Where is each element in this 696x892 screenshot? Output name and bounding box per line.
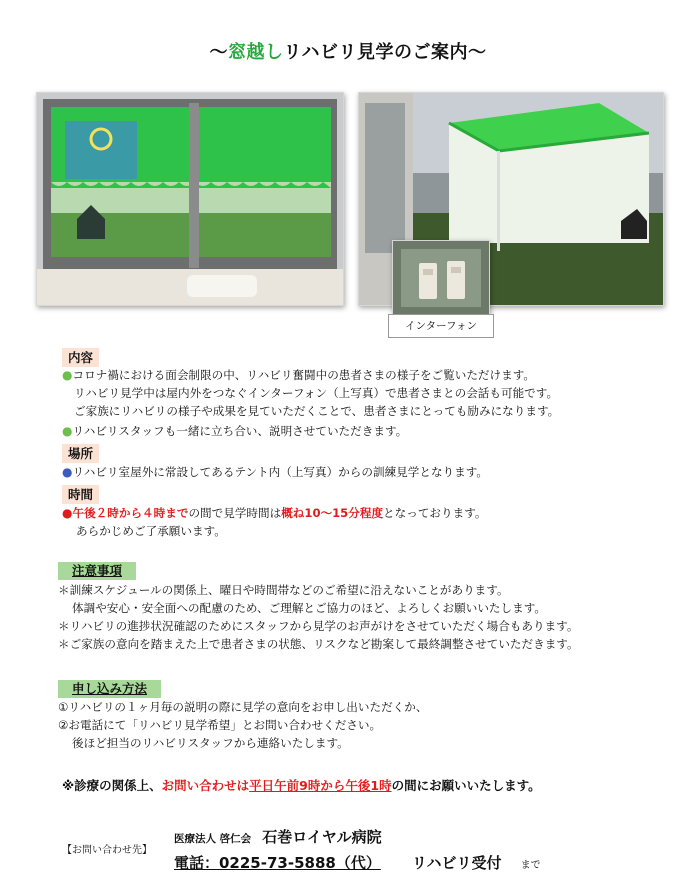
chuui-line-4: ＊ご家族の意向を踏まえた上で患者さまの状態、リスクなど勘案して最終調整させていただきます。 — [58, 637, 579, 651]
chuui-line-3: ＊リハビリの進捗状況確認のためにスタッフから見学のお声がけをさせていただく場合もあります。 — [58, 619, 579, 633]
naiyou-line-2: リハビリ見学中は屋内外をつなぐインターフォン（上写真）で患者さまとの会話も可能です。 — [74, 386, 559, 400]
photo-interphone-image — [393, 241, 489, 315]
jikan-line-1: ●午後２時から４時までの間で見学時間は概ね10〜15分程度となっております。 — [62, 506, 487, 520]
contact-dept: リハビリ受付 — [411, 854, 502, 872]
blue-bullet-icon: ● — [62, 465, 73, 479]
section-label-moushikomi: 申し込み方法 — [58, 680, 161, 698]
contact-org-line — [174, 826, 382, 847]
green-bullet-icon: ● — [62, 424, 73, 438]
moushikomi-line-2: ②お電話にて「リハビリ見学希望」とお問い合わせください。 — [58, 718, 382, 732]
contact-suffix: まで — [520, 860, 541, 871]
basho-line: ●リハビリ室屋外に常設してあるテント内（上写真）からの訓練見学となります。 — [62, 465, 489, 479]
section-label-jikan: 時間 — [62, 485, 99, 504]
red-bullet-icon: ● — [62, 506, 73, 520]
contact-label: 【お問い合わせ先】 — [62, 845, 152, 856]
section-label-naiyou: 内容 — [62, 348, 99, 367]
contact-hospital: 石巻ロイヤル病院 — [262, 828, 382, 846]
chuui-line-1: ＊訓練スケジュールの関係上、曜日や時間帯などのご希望に沿えないことがあります。 — [58, 583, 509, 597]
section-label-chuui: 注意事項 — [58, 562, 136, 580]
inquiry-hours-note: ※診療の関係上、お問い合わせは平日午前9時から午後1時の間にお願いいたします。 — [62, 778, 541, 793]
moushikomi-line-3: 後ほど担当のリハビリスタッフから連絡いたします。 — [72, 736, 349, 750]
section-label-basho: 場所 — [62, 444, 99, 463]
moushikomi-line-1: ①リハビリの１ヶ月毎の説明の際に見学の意向をお申し出いただくか、 — [58, 700, 428, 714]
contact-phone-line — [174, 852, 541, 873]
naiyou-line-3: ご家族にリハビリの様子や成果を見ていただくことで、患者さまにとっても励みになります。 — [74, 404, 560, 418]
green-bullet-icon: ● — [62, 368, 73, 382]
contact-phone[interactable]: 電話：0225-73-5888（代） — [174, 854, 381, 872]
naiyou-line-4: ●リハビリスタッフも一緒に立ち合い、説明させていただきます。 — [62, 424, 408, 438]
contact-org: 医療法人 啓仁会 — [174, 833, 252, 845]
naiyou-line-1: ●コロナ禍における面会制限の中、リハビリ奮闘中の患者さまの様子をご覧いただけます。 — [62, 368, 535, 382]
page-title: 〜窓越しリハビリ見学のご案内〜 — [209, 42, 487, 63]
photo-interphone — [392, 240, 490, 316]
jikan-line-2: あらかじめご了承願います。 — [76, 524, 226, 538]
photo-caption: インターフォン — [388, 314, 494, 338]
photo-window-tent — [36, 92, 344, 306]
chuui-line-2: 体調や安心・安全面への配慮のため、ご理解とご協力のほど、よろしくお願いいたします。 — [72, 601, 546, 615]
photo-window-tent-image — [37, 93, 343, 305]
